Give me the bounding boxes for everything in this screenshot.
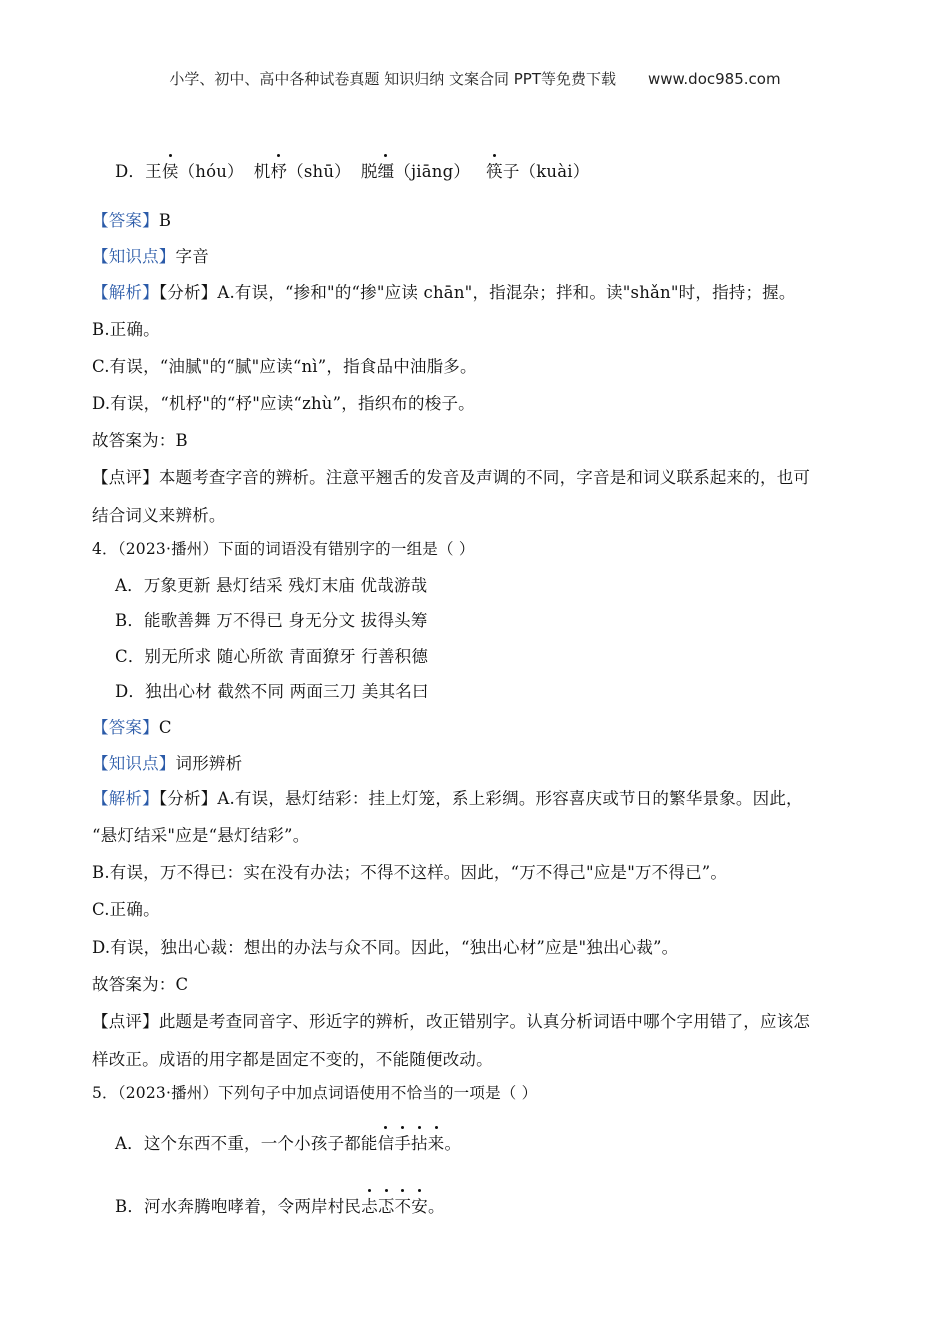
q4-stem: 4．（2023·播州）下面的词语没有错别字的一组是（ ） xyxy=(92,540,475,558)
emphasis-char: 来 xyxy=(428,1130,445,1154)
q3-analysis-1: 【解析】【分析】A.有误，“掺和"的“掺"应读 chān"，指混杂；拌和。读"shǎn"时，指持；握。 xyxy=(92,283,796,302)
q3-comment-1: 【点评】本题考查字音的辨析。注意平翘舌的发音及声调的不同，字音是和词义联系起来的，也可 xyxy=(92,468,811,487)
q5-option-b: B．河水奔腾咆哮着，令两岸村民忐忑不安。 xyxy=(115,1193,445,1217)
q3-answer: 【答案】B xyxy=(92,211,172,230)
q3-analysis-3: C.有误，“油腻"的“腻"应读“nì”，指食品中油脂多。 xyxy=(92,357,477,376)
q4-option-c: C．别无所求 随心所欲 青面獠牙 行善积德 xyxy=(115,647,429,666)
emphasis-char: 不 xyxy=(395,1193,412,1217)
q3-knowledge-point: 【知识点】字音 xyxy=(92,247,209,266)
q4-answer: 【答案】C xyxy=(92,718,172,737)
q4-option-b: B．能歌善舞 万不得已 身无分文 拔得头筹 xyxy=(115,611,428,630)
q4-analysis-4: D.有误，独出心裁：想出的办法与众不同。因此，“独出心材”应是"独出心裁”。 xyxy=(92,938,679,957)
q4-analysis-1b: “悬灯结采"应是“悬灯结彩”。 xyxy=(92,826,310,845)
q5-stem: 5．（2023·播州）下列句子中加点词语使用不恰当的一项是（ ） xyxy=(92,1084,538,1102)
emphasis-char: 缰 xyxy=(378,158,395,182)
q3-option-d: D．王侯（hóu） 机杼（shū） 脱缰（jiāng） 筷子（kuài） xyxy=(115,158,589,182)
emphasis-char: 杼 xyxy=(270,158,287,182)
emphasis-char: 侯 xyxy=(162,158,179,182)
q4-final: 故答案为：C xyxy=(92,975,189,994)
emphasis-char: 信 xyxy=(378,1130,395,1154)
q4-comment-2: 样改正。成语的用字都是固定不变的，不能随便改动。 xyxy=(92,1050,493,1069)
q3-comment-2: 结合词义来辨析。 xyxy=(92,506,226,525)
emphasis-char: 忑 xyxy=(378,1193,395,1217)
emphasis-char: 手 xyxy=(394,1130,411,1154)
q4-analysis-3: C.正确。 xyxy=(92,900,160,919)
header-site[interactable]: www.doc985.com xyxy=(647,70,781,88)
emphasis-char: 安 xyxy=(411,1193,428,1217)
q4-comment-1: 【点评】此题是考查同音字、形近字的辨析，改正错别字。认真分析词语中哪个字用错了，应该怎 xyxy=(92,1012,811,1031)
q4-option-a: A．万象更新 悬灯结采 残灯末庙 优哉游哉 xyxy=(115,576,428,595)
q4-option-d: D．独出心材 截然不同 两面三刀 美其名曰 xyxy=(115,682,429,701)
page-header xyxy=(0,68,950,89)
emphasis-char: 忐 xyxy=(361,1193,378,1217)
q3-analysis-4: D.有误，“机杼"的“杼"应读“zhù”，指织布的梭子。 xyxy=(92,394,475,413)
q4-knowledge-point: 【知识点】词形辨析 xyxy=(92,754,243,773)
q4-analysis-2: B.有误，万不得已：实在没有办法；不得不这样。因此，“万不得己"应是"万不得已”。 xyxy=(92,863,728,882)
q3-analysis-2: B.正确。 xyxy=(92,320,160,339)
q4-analysis-1: 【解析】【分析】A.有误，悬灯结彩：挂上灯笼，系上彩绸。形容喜庆或节日的繁华景象。因此， xyxy=(92,789,803,808)
q5-option-a: A．这个东西不重，一个小孩子都能信手拈来。 xyxy=(115,1130,461,1154)
q3-final: 故答案为：B xyxy=(92,431,188,450)
header-text: 小学、初中、高中各种试卷真题 知识归纳 文案合同 PPT等免费下载 xyxy=(169,70,616,88)
emphasis-char: 拈 xyxy=(411,1130,428,1154)
emphasis-char: 筷 xyxy=(486,158,503,182)
